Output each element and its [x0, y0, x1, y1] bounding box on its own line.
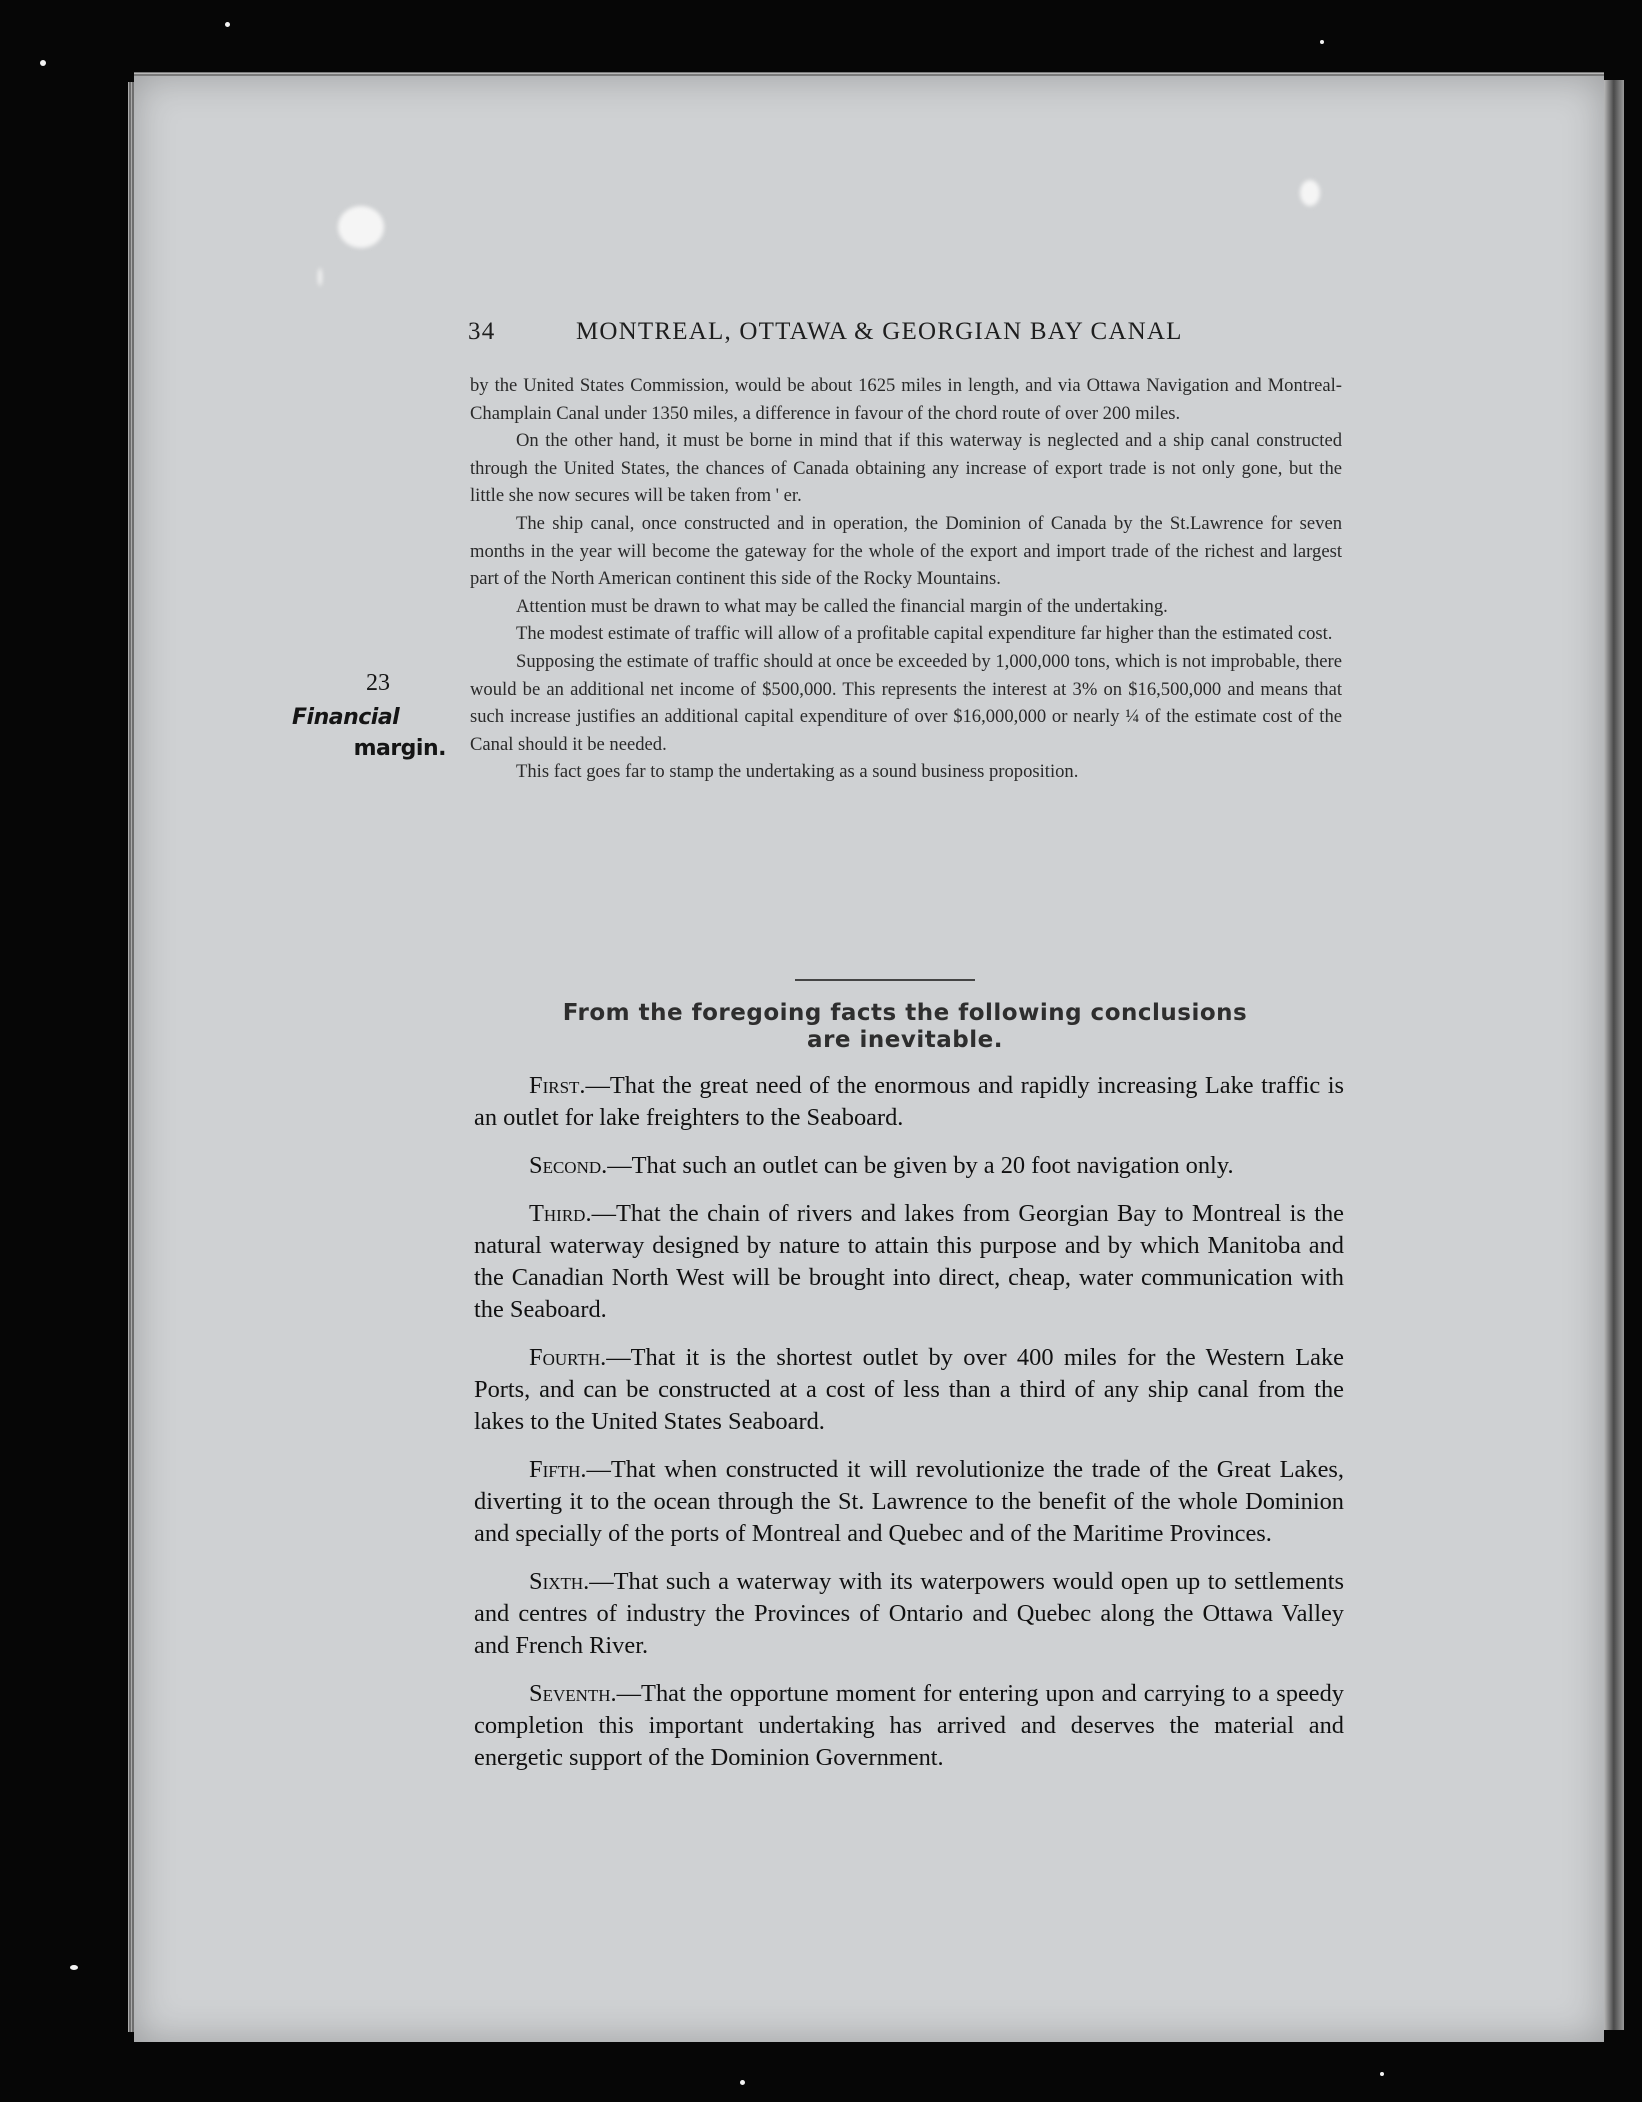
film-speck	[740, 2080, 745, 2085]
paper-blemish	[318, 268, 322, 286]
conclusion-lead: Third.	[529, 1200, 592, 1227]
conclusion-text: —That when constructed it will revolutionize the trade of the Great Lakes, diverting it to the ocean through the St. Lawrence to the benefit of the whole Dominion and specially of the ports of Montreal and Quebec and of the Maritime Provinces.	[474, 1456, 1344, 1547]
margin-note-number: 23	[366, 670, 390, 696]
conclusion-text: —That such a waterway with its waterpowers would open up to settlements and centres of industry the Provinces of Ontario and Quebec along the Ottawa Valley and French River.	[474, 1568, 1344, 1659]
film-speck	[70, 1965, 78, 1970]
body-paragraph: This fact goes far to stamp the undertaking as a sound business proposition.	[516, 761, 1079, 783]
conclusion-lead: Fifth.	[529, 1456, 587, 1483]
running-head-title: MONTREAL, OTTAWA & GEORGIAN BAY CANAL	[576, 318, 1183, 345]
body-paragraph: On the other hand, it must be borne in mind that if this waterway is neglected and a ship canal constructed through the United States, the chances of Canada obtaining any increase of export trade is not only gone, but the little she now secures will be taken from ' er.	[470, 430, 1342, 507]
paper-blemish	[1300, 180, 1320, 206]
film-speck	[1380, 2072, 1384, 2076]
conclusions-heading-line1: From the foregoing facts the following conclusions	[562, 1000, 1248, 1026]
film-speck	[40, 60, 46, 66]
conclusion-text: —That such an outlet can be given by a 20 foot navigation only.	[607, 1152, 1234, 1179]
conclusion-lead: Seventh.	[529, 1680, 617, 1707]
margin-note-label-line2: margin.	[353, 736, 446, 761]
body-paragraph: Attention must be drawn to what may be called the financial margin of the undertaking.	[516, 595, 1168, 617]
conclusion-item	[474, 1678, 1344, 1774]
conclusion-item	[474, 1454, 1344, 1550]
body-paragraph: Supposing the estimate of traffic should at once be exceeded by 1,000,000 tons, which is not improbable, there would be an additional net income of $500,000. This represents the interest at 3% on $16,500,000 and means that such increase justifies an additional capital expenditure of over $16,000,000 or nearly ¼ of the estimate cost of the Canal should it be needed.	[470, 650, 1342, 755]
conclusion-item	[474, 1342, 1344, 1438]
body-paragraph: The ship canal, once constructed and in operation, the Dominion of Canada by the St.Lawrence for seven months in the year will become the gateway for the whole of the export and import trade of the richest and largest part of the North American continent this side of the Rocky Mountains.	[470, 512, 1342, 590]
conclusion-text: —That the chain of rivers and lakes from Georgian Bay to Montreal is the natural waterway designed by nature to attain this purpose and by which Manitoba and the Canadian North West will be brought into direct, cheap, water communication with the Seaboard.	[474, 1200, 1344, 1323]
margin-note	[270, 668, 446, 764]
film-speck	[225, 22, 230, 27]
page-number: 34	[468, 318, 496, 345]
conclusion-text: —That the great need of the enormous and rapidly increasing Lake traffic is an outlet for lake freighters to the Seaboard.	[474, 1072, 1344, 1131]
body-paragraph: The modest estimate of traffic will allow of a profitable capital expenditure far higher than the estimated cost.	[516, 623, 1333, 645]
conclusion-item	[474, 1198, 1344, 1326]
conclusion-item	[474, 1150, 1344, 1182]
film-speck	[1320, 40, 1324, 44]
conclusions-heading-line2: are inevitable.	[807, 1027, 1003, 1053]
conclusion-item	[474, 1070, 1344, 1134]
conclusion-item	[474, 1566, 1344, 1662]
body-paragraph: by the United States Commission, would be about 1625 miles in length, and via Ottawa Navigation and Montreal-Champlain Canal under 1350 miles, a difference in favour of the chord route of over 200 miles.	[470, 375, 1342, 424]
body-text	[470, 372, 1342, 786]
conclusion-text: —That the opportune moment for entering upon and carrying to a speedy completion this important undertaking has arrived and deserves the material and energetic support of the Dominion Government.	[474, 1680, 1344, 1771]
section-divider	[795, 979, 975, 981]
conclusion-lead: Second.	[529, 1152, 608, 1179]
running-head	[468, 318, 1348, 346]
paper-blemish	[338, 206, 384, 248]
conclusion-lead: Sixth.	[529, 1568, 590, 1595]
conclusion-lead: Fourth.	[529, 1344, 607, 1371]
conclusion-lead: First.	[529, 1072, 586, 1099]
margin-note-label-line1: Financial	[292, 705, 400, 730]
conclusion-text: —That it is the shortest outlet by over 400 miles for the Western Lake Ports, and can be constructed at a cost of less than a third of any ship canal from the lakes to the United States Seaboard.	[474, 1344, 1344, 1435]
conclusions-list	[474, 1070, 1344, 1790]
conclusions-heading	[500, 1000, 1310, 1054]
